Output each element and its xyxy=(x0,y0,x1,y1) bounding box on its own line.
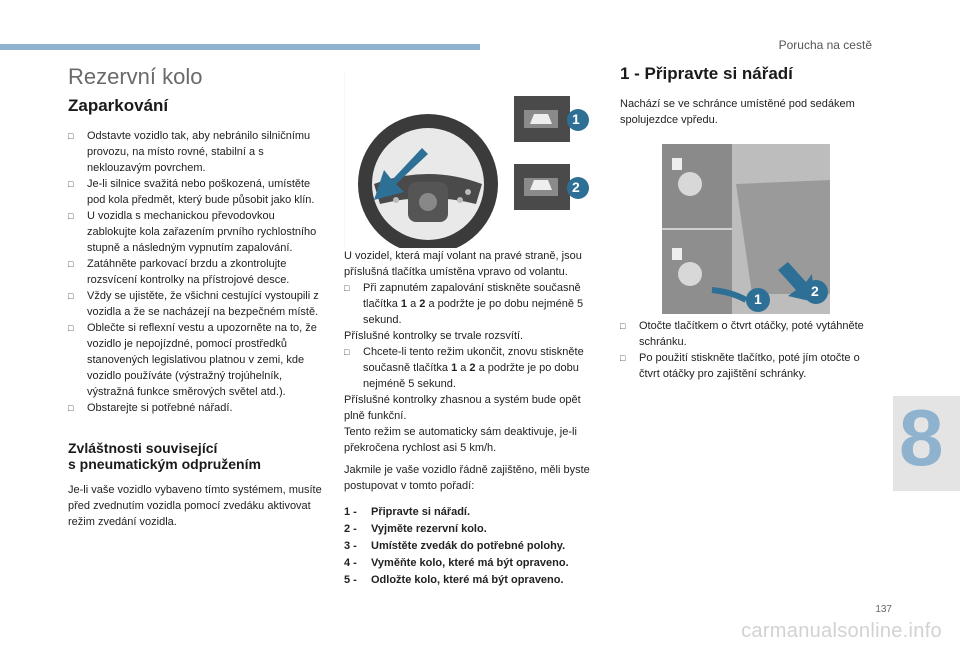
heading-line: Zvláštnosti související xyxy=(68,440,218,456)
tray-instructions xyxy=(620,318,880,382)
list-item: □ Oblečte si reflexní vestu a upozorněte na to, že vozidlo je nepojízdné, pomocí prostředků stanovených legislativou platnou v zemi, kde vozidlo používáte (výstražný trojúhelník, výstražná funkce směrových světel atd.). xyxy=(68,320,326,400)
tray-list xyxy=(620,318,880,382)
step-text: Umístěte zvedák do potřebné polohy. xyxy=(371,540,566,552)
chapter-title: Porucha na cestě xyxy=(778,38,872,52)
list-item xyxy=(344,504,604,521)
indicator-on-text: Příslušné kontrolky se trvale rozsvítí. xyxy=(344,330,524,342)
column-right xyxy=(620,64,880,128)
list-item: □ Obstarejte si potřebné nářadí. xyxy=(68,400,326,416)
step-text: Vyměňte kolo, které má být opraveno. xyxy=(371,557,569,569)
list-item: □ U vozidla s mechanickou převodovkou zablokujte kola zařazením prvního rychlostního stupně a následným vypnutím zapalování. xyxy=(68,208,326,256)
step-number: 3 - xyxy=(344,540,357,552)
text-bold: 1 xyxy=(400,298,408,310)
list-item xyxy=(344,344,604,392)
section-heading-parking: Zaparkování xyxy=(68,96,169,115)
list-item: □ Je-li silnice svažitá nebo poškozená, umístěte pod kola předmět, který bude působit jako klín. xyxy=(68,176,326,208)
column-middle xyxy=(344,248,604,589)
text-bold: 2 xyxy=(469,362,476,374)
list-item xyxy=(344,572,604,589)
list-item xyxy=(344,555,604,572)
text-bold: 1 xyxy=(451,362,458,374)
figure-label-1: 1 xyxy=(572,111,580,127)
list-item: □ Odstavte vozidlo tak, aby nebránilo silničnímu provozu, na místo rovné, stabilní a s neklouzavým povrchem. xyxy=(68,128,326,176)
list-item xyxy=(344,538,604,555)
step-text: Odložte kolo, které má být opraveno. xyxy=(371,574,564,586)
text-run: Chcete-li tento režim ukončit, znovu stiskněte současně tlačítka xyxy=(363,346,584,374)
page-title: Rezervní kolo xyxy=(68,64,203,89)
step-number: 4 - xyxy=(344,557,357,569)
chapter-tab xyxy=(893,393,960,491)
text-bold: 2 xyxy=(419,298,426,310)
text-run: a xyxy=(457,362,470,374)
list-item: □ Otočte tlačítkem o čtvrt otáčky, poté vytáhněte schránku. xyxy=(620,318,880,350)
parking-list xyxy=(68,128,326,416)
text-run: a xyxy=(407,298,420,310)
watermark: carmanualsonline.info xyxy=(741,620,942,642)
heading-line: s pneumatickým odpružením xyxy=(68,456,261,472)
steps-list xyxy=(344,504,604,589)
text-run: a podržte je po dobu nejméně 5 sekund. xyxy=(363,362,579,390)
header-accent-bar xyxy=(0,44,480,50)
step-text: Vyjměte rezervní kolo. xyxy=(371,523,487,535)
rhd-bullets-1 xyxy=(344,280,604,328)
page-number: 137 xyxy=(875,604,892,615)
suspension-text: Je-li vaše vozidlo vybaveno tímto systémem, musíte před zvednutím vozidla pomocí zvedáku aktivovat režim zvedání vozidla. xyxy=(68,484,322,528)
list-item: □ Vždy se ujistěte, že všichni cestující vystoupili z vozidla a že se nacházejí na bezpečném místě. xyxy=(68,288,326,320)
tools-location-text: Nachází se ve schránce umístěné pod sedákem spolujezdce vpředu. xyxy=(620,98,855,126)
order-intro: Jakmile je vaše vozidlo řádně zajištěno, měli byste postupovat v tomto pořadí: xyxy=(344,464,590,492)
text-run: Při zapnutém zapalování stiskněte současně tlačítka xyxy=(363,282,581,310)
indicator-off-text: Příslušné kontrolky zhasnou a systém bude opět plně funkční. xyxy=(344,394,581,422)
rhd-intro: U vozidel, která mají volant na pravé straně, jsou příslušná tlačítka umístěna vpravo od volantu. xyxy=(344,250,582,278)
step-text: Připravte si nářadí. xyxy=(371,506,471,518)
list-item: □ Po použití stiskněte tlačítko, poté jím otočte o čtvrt otáčky pro zajištění schránky. xyxy=(620,350,880,382)
text-run: a podržte je po dobu nejméně 5 sekund. xyxy=(363,298,584,326)
figure-label-2: 2 xyxy=(811,283,819,299)
step-number: 5 - xyxy=(344,574,357,586)
chapter-tab-number: 8 xyxy=(899,393,944,482)
auto-deactivate-text: Tento režim se automaticky sám deaktivuje, je-li překročena rychlost asi 5 km/h. xyxy=(344,426,577,454)
step-number: 2 - xyxy=(344,523,357,535)
list-item xyxy=(344,521,604,538)
storage-tray-figure xyxy=(662,144,830,314)
step-number: 1 - xyxy=(344,506,357,518)
figure-label-2: 2 xyxy=(572,179,580,195)
storage-tray-illustration xyxy=(662,144,830,314)
section-heading-suspension xyxy=(68,440,326,472)
list-item xyxy=(344,280,604,328)
column-left xyxy=(68,64,326,530)
list-item: □ Zatáhněte parkovací brzdu a zkontrolujte rozsvícení kontrolky na přístrojové desce. xyxy=(68,256,326,288)
steering-wheel-figure xyxy=(344,72,604,248)
steering-wheel-illustration xyxy=(344,72,604,248)
section-heading-tools: 1 - Připravte si nářadí xyxy=(620,64,793,83)
rhd-bullets-2 xyxy=(344,344,604,392)
figure-label-1: 1 xyxy=(754,291,762,307)
